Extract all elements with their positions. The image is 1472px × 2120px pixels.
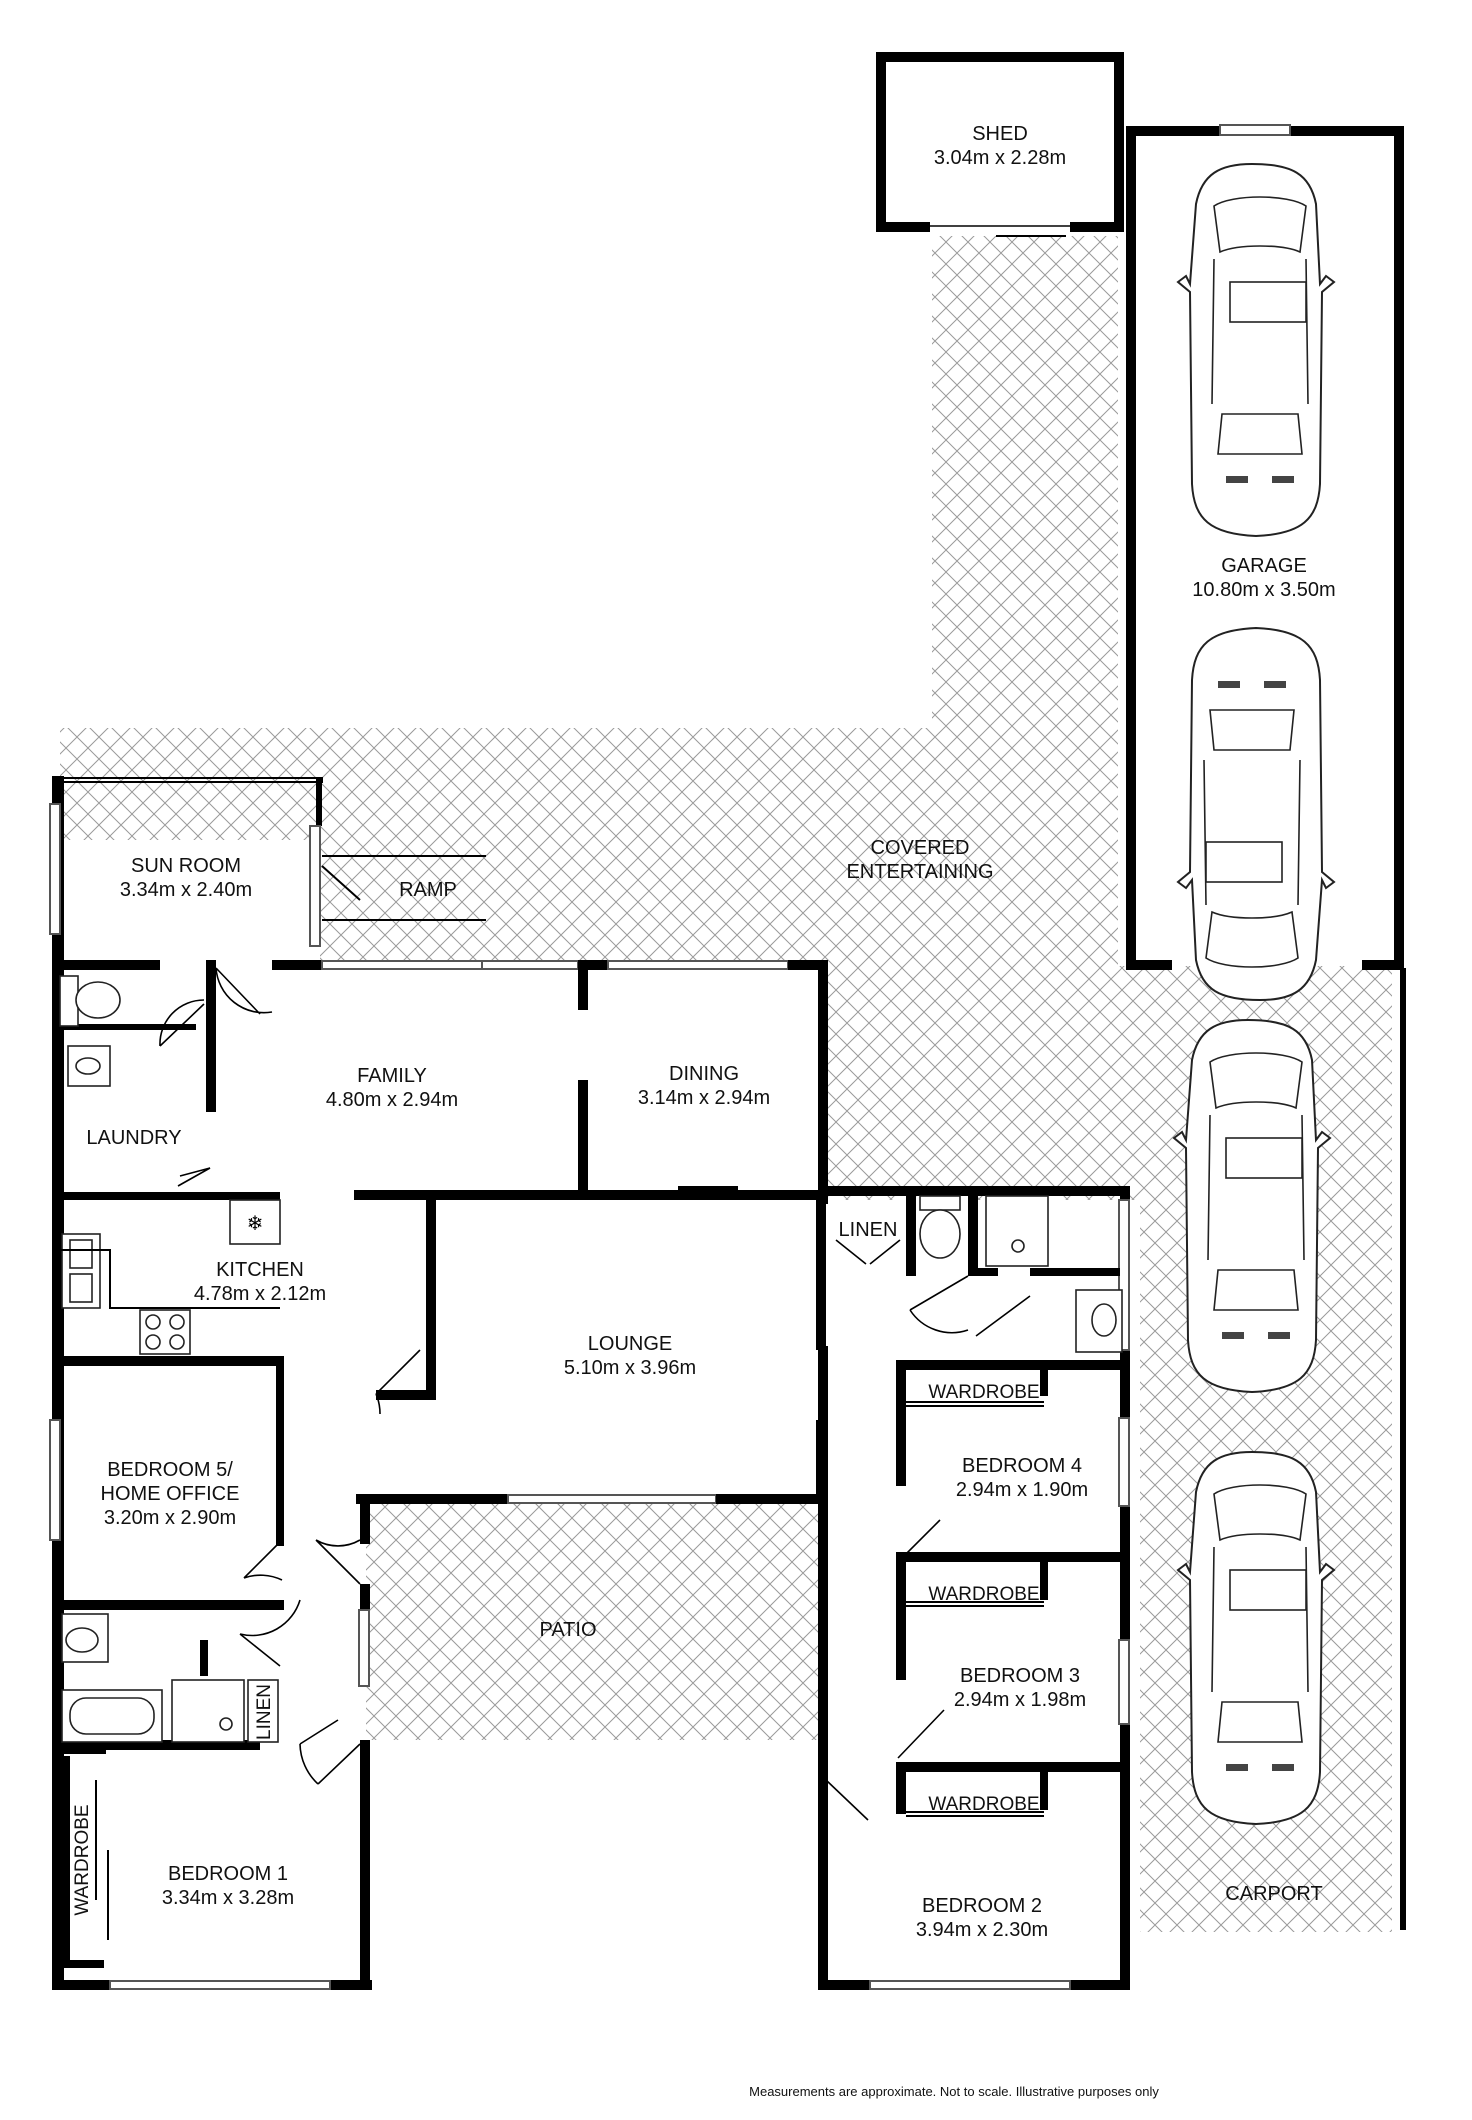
bedroom5-line1: BEDROOM 5/ xyxy=(107,1459,233,1481)
toilet-icon xyxy=(920,1196,960,1258)
lounge-size: 5.10m x 3.96m xyxy=(563,1357,697,1379)
bedroom1-size: 3.34m x 3.28m xyxy=(161,1887,295,1909)
garage-size: 10.80m x 3.50m xyxy=(1192,579,1336,601)
sink-icon xyxy=(68,1046,110,1086)
bathtub-icon xyxy=(62,1690,162,1742)
disclaimer-note: Measurements are approximate. Not to scale. Illustrative purposes only xyxy=(749,2084,1159,2099)
garage-name: GARAGE xyxy=(1221,555,1307,577)
family-name: FAMILY xyxy=(357,1065,427,1087)
linen-bath-label: LINEN xyxy=(254,1684,275,1740)
fridge-icon xyxy=(230,1200,280,1244)
car-icon xyxy=(1178,164,1334,536)
sink-icon xyxy=(62,1234,100,1308)
carport-label: CARPORT xyxy=(1225,1883,1323,1905)
bedroom5-size: 3.20m x 2.90m xyxy=(103,1507,237,1529)
bedroom2-size: 3.94m x 2.30m xyxy=(915,1919,1049,1941)
wardrobe-bedroom4: WARDROBE xyxy=(928,1382,1040,1403)
car-icon xyxy=(1178,1452,1334,1824)
toilet-icon xyxy=(60,976,120,1026)
wardrobe-bedroom3: WARDROBE xyxy=(928,1584,1040,1605)
family-size: 4.80m x 2.94m xyxy=(325,1089,459,1111)
bedroom4-name: BEDROOM 4 xyxy=(961,1455,1083,1477)
covered-label-2: ENTERTAINING xyxy=(846,861,994,883)
sink-icon xyxy=(62,1614,108,1662)
kitchen-size: 4.78m x 2.12m xyxy=(193,1283,327,1305)
wardrobe-bedroom1: WARDROBE xyxy=(72,1804,93,1916)
ramp-label: RAMP xyxy=(399,879,457,901)
patio-label: PATIO xyxy=(539,1619,597,1641)
svg-text:❄: ❄ xyxy=(246,1211,264,1235)
dining-name: DINING xyxy=(669,1063,739,1085)
bedroom4-size: 2.94m x 1.90m xyxy=(955,1479,1089,1501)
linen-top-label: LINEN xyxy=(838,1219,898,1241)
lounge-name: LOUNGE xyxy=(587,1333,673,1355)
bedroom1-name: BEDROOM 1 xyxy=(167,1863,289,1885)
covered-label-1: COVERED xyxy=(870,837,970,859)
sink-icon xyxy=(1076,1290,1122,1352)
shed-name: SHED xyxy=(972,123,1028,145)
bedroom3-size: 2.94m x 1.98m xyxy=(953,1689,1087,1711)
laundry-label: LAUNDRY xyxy=(86,1127,182,1149)
cooktop-icon xyxy=(140,1310,190,1354)
shed-size: 3.04m x 2.28m xyxy=(933,147,1067,169)
sunroom-size: 3.34m x 2.40m xyxy=(119,879,253,901)
shower-icon xyxy=(172,1680,244,1742)
dining-size: 3.14m x 2.94m xyxy=(637,1087,771,1109)
sunroom-name: SUN ROOM xyxy=(131,855,241,877)
wardrobe-bedroom2: WARDROBE xyxy=(928,1794,1040,1815)
car-icon xyxy=(1174,1020,1330,1392)
car-icon xyxy=(1178,628,1334,1000)
bedroom5-line2: HOME OFFICE xyxy=(100,1483,240,1505)
shower-icon xyxy=(986,1196,1048,1266)
bedroom3-name: BEDROOM 3 xyxy=(959,1665,1081,1687)
kitchen-name: KITCHEN xyxy=(216,1259,304,1281)
bedroom2-name: BEDROOM 2 xyxy=(921,1895,1043,1917)
